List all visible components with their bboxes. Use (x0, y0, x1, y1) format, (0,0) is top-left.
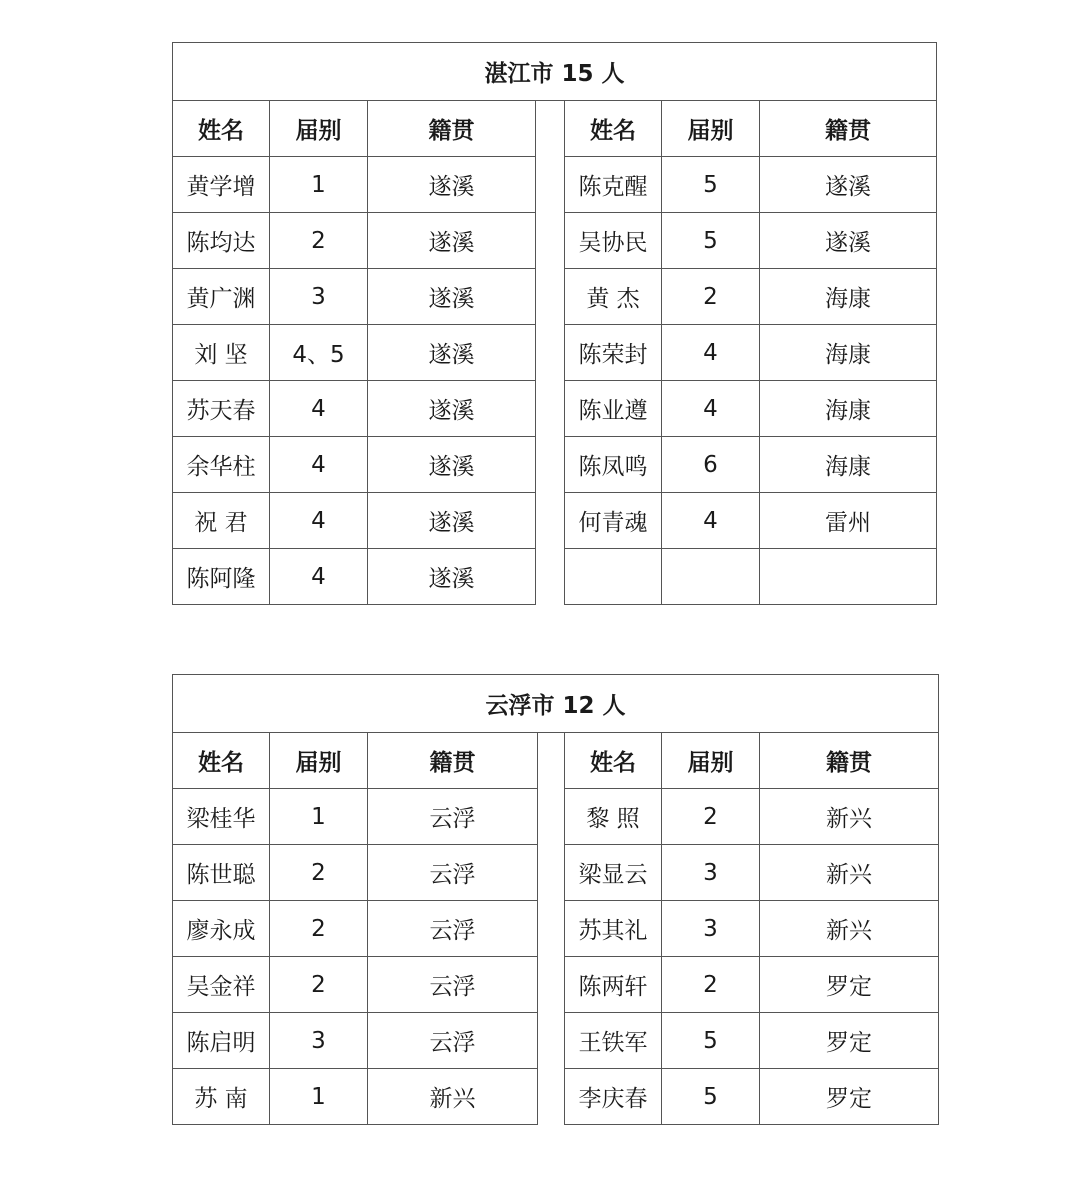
cell-term: 5 (662, 1013, 760, 1069)
cell-origin: 遂溪 (368, 493, 536, 549)
header-row (173, 101, 536, 157)
cell-name: 陈凤鸣 (565, 437, 662, 493)
header-term: 届别 (662, 101, 760, 157)
cell-term: 5 (662, 157, 760, 213)
table-row (565, 845, 939, 901)
cell-name: 黄广渊 (173, 269, 270, 325)
table-row (565, 549, 937, 605)
cell-term: 3 (270, 1013, 368, 1069)
cell-origin: 罗定 (760, 957, 939, 1013)
cell-name: 陈启明 (173, 1013, 270, 1069)
cell-name: 廖永成 (173, 901, 270, 957)
cell-origin: 新兴 (760, 789, 939, 845)
cell-name: 吴协民 (565, 213, 662, 269)
table-row (173, 381, 536, 437)
cell-term: 4 (662, 381, 760, 437)
table-title: 湛江市 15 人 (172, 42, 937, 101)
cell-origin: 遂溪 (760, 213, 937, 269)
cell-origin: 新兴 (760, 901, 939, 957)
cell-name: 梁桂华 (173, 789, 270, 845)
table-row (173, 437, 536, 493)
cell-term: 2 (662, 269, 760, 325)
cell-name: 黎 照 (565, 789, 662, 845)
header-name: 姓名 (173, 101, 270, 157)
cell-term: 1 (270, 1069, 368, 1125)
cell-term: 2 (270, 845, 368, 901)
cell-name: 陈两轩 (565, 957, 662, 1013)
header-origin: 籍贯 (760, 733, 939, 789)
cell-name: 梁显云 (565, 845, 662, 901)
table-row (173, 213, 536, 269)
cell-term: 5 (662, 1069, 760, 1125)
table-body (173, 157, 536, 605)
cell-name: 何青魂 (565, 493, 662, 549)
cell-origin: 新兴 (368, 1069, 538, 1125)
cell-name: 刘 坚 (173, 325, 270, 381)
cell-name (565, 549, 662, 605)
zhanjiang-left-table (172, 100, 536, 605)
cell-term: 2 (270, 901, 368, 957)
zhanjiang-right-table (564, 100, 937, 605)
cell-term: 2 (270, 213, 368, 269)
header-origin: 籍贯 (368, 101, 536, 157)
cell-term: 6 (662, 437, 760, 493)
cell-origin: 海康 (760, 325, 937, 381)
header-term: 届别 (662, 733, 760, 789)
cell-origin: 雷州 (760, 493, 937, 549)
table-row (173, 901, 538, 957)
header-name: 姓名 (565, 101, 662, 157)
cell-origin: 海康 (760, 381, 937, 437)
cell-name: 吴金祥 (173, 957, 270, 1013)
cell-name: 苏 南 (173, 1069, 270, 1125)
table-row (565, 381, 937, 437)
table-row (173, 845, 538, 901)
cell-term: 4 (270, 493, 368, 549)
cell-name: 陈世聪 (173, 845, 270, 901)
cell-origin (760, 549, 937, 605)
cell-term: 2 (662, 789, 760, 845)
header-row (565, 101, 937, 157)
table-row (565, 213, 937, 269)
table-row (565, 789, 939, 845)
cell-name: 陈均达 (173, 213, 270, 269)
cell-term: 4 (270, 549, 368, 605)
table-row (173, 269, 536, 325)
table-title: 云浮市 12 人 (172, 674, 939, 733)
table-row (173, 957, 538, 1013)
table-row (173, 1013, 538, 1069)
table-row (565, 901, 939, 957)
table-row (173, 493, 536, 549)
cell-term: 2 (662, 957, 760, 1013)
cell-term: 3 (662, 901, 760, 957)
header-row (565, 733, 939, 789)
cell-name: 陈克醒 (565, 157, 662, 213)
header-origin: 籍贯 (368, 733, 538, 789)
cell-name: 黄 杰 (565, 269, 662, 325)
table-row (565, 1013, 939, 1069)
cell-name: 陈荣封 (565, 325, 662, 381)
cell-origin: 云浮 (368, 901, 538, 957)
cell-name: 陈业遵 (565, 381, 662, 437)
cell-term: 4 (270, 381, 368, 437)
header-name: 姓名 (173, 733, 270, 789)
cell-term: 1 (270, 789, 368, 845)
cell-term: 2 (270, 957, 368, 1013)
cell-origin: 遂溪 (760, 157, 937, 213)
cell-origin: 罗定 (760, 1069, 939, 1125)
yunfu-right-table (564, 732, 939, 1125)
cell-origin: 云浮 (368, 957, 538, 1013)
cell-origin: 遂溪 (368, 437, 536, 493)
cell-name: 黄学增 (173, 157, 270, 213)
table-row (173, 325, 536, 381)
cell-term: 1 (270, 157, 368, 213)
header-term: 届别 (270, 101, 368, 157)
header-row (173, 733, 538, 789)
cell-name: 王铁军 (565, 1013, 662, 1069)
cell-origin: 云浮 (368, 1013, 538, 1069)
table-row (565, 1069, 939, 1125)
header-origin: 籍贯 (760, 101, 937, 157)
cell-term: 5 (662, 213, 760, 269)
cell-term: 4 (662, 325, 760, 381)
cell-name: 苏其礼 (565, 901, 662, 957)
cell-term: 4 (270, 437, 368, 493)
cell-origin: 海康 (760, 269, 937, 325)
cell-origin: 遂溪 (368, 381, 536, 437)
cell-origin: 遂溪 (368, 157, 536, 213)
cell-term: 3 (662, 845, 760, 901)
cell-name: 苏天春 (173, 381, 270, 437)
cell-origin: 遂溪 (368, 325, 536, 381)
table-row (173, 549, 536, 605)
cell-origin: 云浮 (368, 845, 538, 901)
table-row (173, 1069, 538, 1125)
cell-origin: 新兴 (760, 845, 939, 901)
cell-name: 余华柱 (173, 437, 270, 493)
cell-term: 3 (270, 269, 368, 325)
table-body (173, 789, 538, 1125)
cell-term: 4 (662, 493, 760, 549)
cell-name: 陈阿隆 (173, 549, 270, 605)
table-row (173, 157, 536, 213)
header-term: 届别 (270, 733, 368, 789)
cell-origin: 云浮 (368, 789, 538, 845)
cell-origin: 遂溪 (368, 269, 536, 325)
table-row (565, 493, 937, 549)
cell-origin: 海康 (760, 437, 937, 493)
header-name: 姓名 (565, 733, 662, 789)
cell-origin: 罗定 (760, 1013, 939, 1069)
table-body (565, 789, 939, 1125)
table-body (565, 157, 937, 605)
cell-name: 祝 君 (173, 493, 270, 549)
table-row (565, 157, 937, 213)
cell-term: 4、5 (270, 325, 368, 381)
cell-origin: 遂溪 (368, 549, 536, 605)
cell-name: 李庆春 (565, 1069, 662, 1125)
table-row (565, 325, 937, 381)
table-row (565, 437, 937, 493)
table-row (565, 957, 939, 1013)
table-row (173, 789, 538, 845)
cell-term (662, 549, 760, 605)
yunfu-left-table (172, 732, 538, 1125)
table-row (565, 269, 937, 325)
cell-origin: 遂溪 (368, 213, 536, 269)
